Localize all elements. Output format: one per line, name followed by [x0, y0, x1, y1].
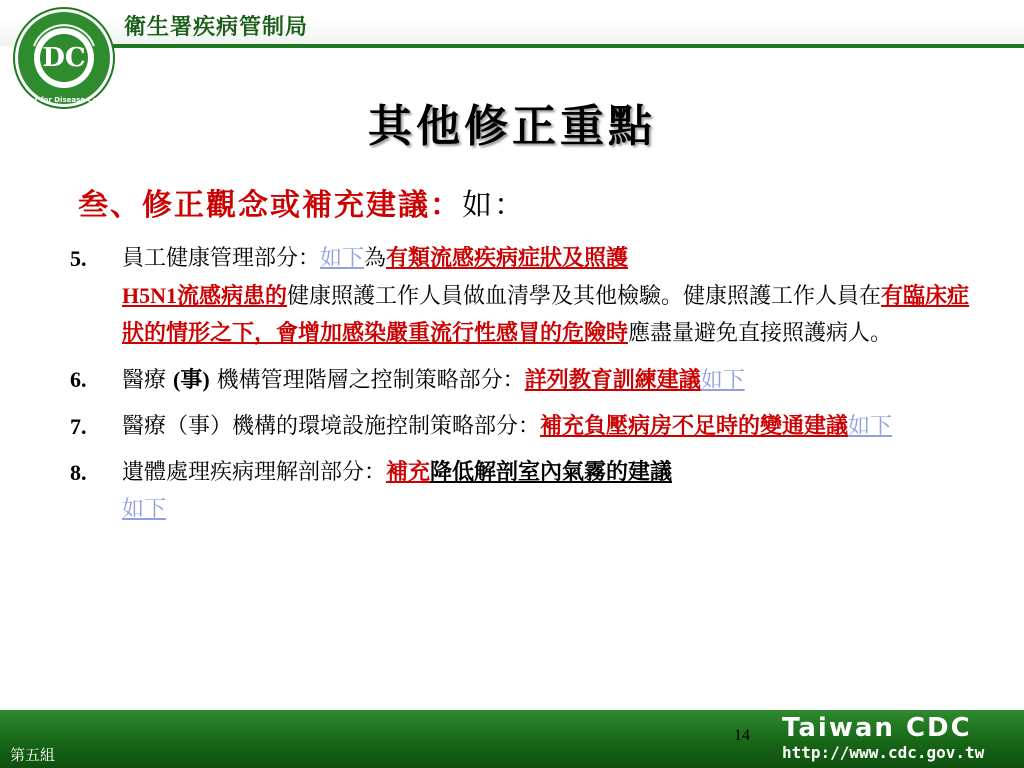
item-text: 健康照護工作人員做血清學及其他檢驗。健康照護工作人員在 — [287, 284, 882, 309]
inline-link[interactable]: 如下 — [848, 414, 893, 439]
highlight-text: 詳列教育訓練建議 — [524, 367, 701, 393]
item-text: (事) — [173, 367, 210, 392]
highlight-text: 流感病患的 — [177, 283, 288, 309]
item-number: 5. — [70, 246, 87, 271]
item-number: 7. — [70, 414, 87, 439]
underlined-text: 降低解剖室內氣霧的建議 — [430, 459, 673, 485]
inline-link[interactable]: 如下 — [700, 368, 745, 393]
section-heading-main: 叁、修正觀念或補充建議： — [78, 188, 462, 223]
slide-title: 其他修正重點 — [368, 101, 656, 152]
inline-link[interactable]: 如下 — [122, 497, 167, 522]
item-text: 機構管理階層之控制策略部分： — [216, 368, 525, 393]
svg-text:Center for Disease Control: Center for Disease Control — [12, 96, 116, 104]
inline-link[interactable]: 如下 — [320, 246, 365, 271]
section-heading — [78, 180, 526, 224]
item-text: 醫療 — [122, 368, 167, 393]
svg-text:DC: DC — [42, 43, 86, 73]
brand-name: Taiwan CDC — [782, 713, 972, 743]
item-text: 員工健康管理部分： — [122, 246, 321, 271]
footer-group-label: 第五組 — [10, 746, 56, 764]
item-text: 應盡量避免直接照護病人。 — [628, 321, 893, 346]
list-item-5 — [70, 240, 990, 352]
highlight-text: 補充 — [386, 459, 431, 485]
highlight-text: H5N1 — [122, 283, 177, 308]
org-name: 衛生署疾病管制局 — [124, 15, 309, 40]
list-item-8 — [70, 454, 990, 528]
item-text: 遺體處理疾病理解剖部分： — [122, 460, 387, 485]
highlight-text: 有類流感疾病症狀及照護 — [386, 245, 629, 271]
item-list — [70, 240, 990, 537]
footer-url[interactable]: http://www.cdc.gov.tw — [782, 743, 985, 762]
highlight-text: 補充負壓病房不足時的變通建議 — [540, 413, 849, 439]
header-divider — [108, 44, 1024, 48]
list-item-7 — [70, 408, 990, 445]
item-text: 醫療（事）機構的環境設施控制策略部分： — [122, 414, 541, 439]
item-number: 6. — [70, 367, 87, 392]
item-number: 8. — [70, 460, 87, 485]
section-heading-suffix: 如： — [462, 188, 526, 223]
page-number: 14 — [734, 727, 750, 744]
list-item-6 — [70, 361, 990, 399]
item-text: 為 — [364, 246, 387, 271]
highlight-text: 有臨床症狀的情形之下，會增加感染嚴重流行性感冒的危險時 — [122, 283, 970, 346]
